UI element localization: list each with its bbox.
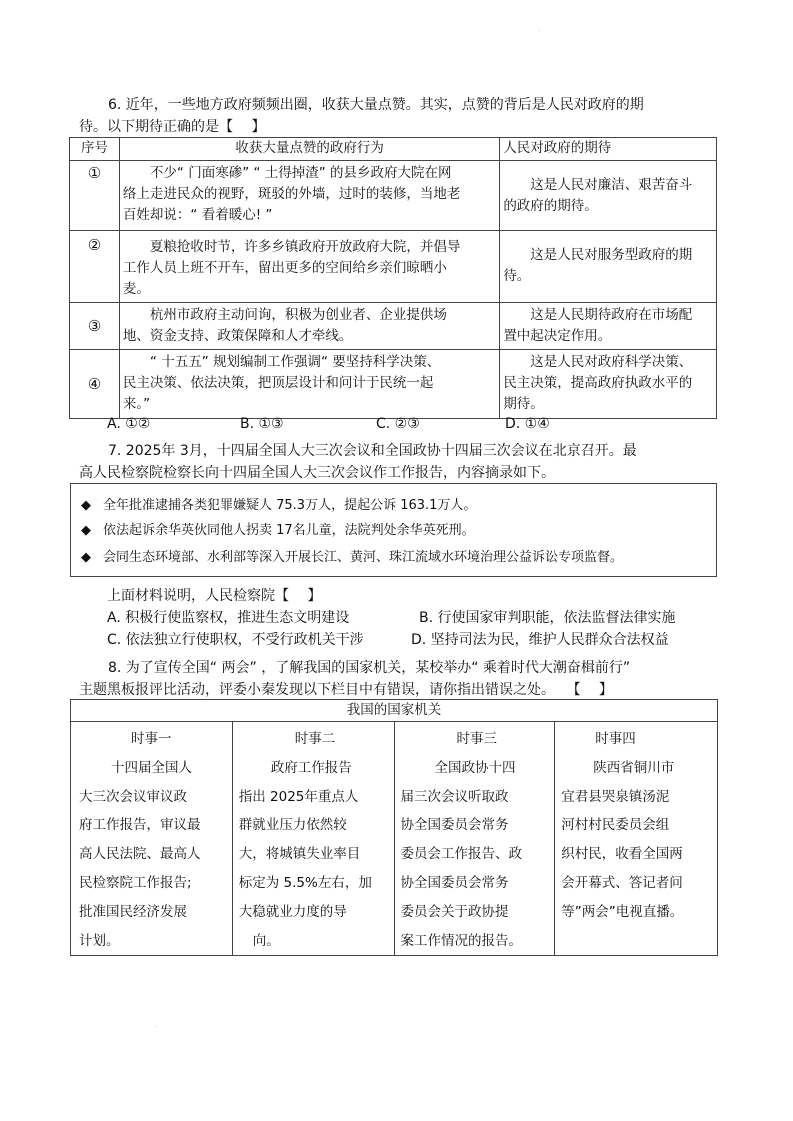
- news-column-1: 时事一 十四届全国人 大三次会议审议政 府工作报告，审议最 高人民法院、最高人 民检察院工作报告; 批准国民经济发展 计划。: [71, 722, 233, 956]
- q7-excerpt-box: [70, 483, 717, 577]
- q7-stem-line2: 高人民检察院检察长向十四届全国人大三次会议作工作报告，内容摘录如下。: [79, 465, 555, 481]
- q8-table-title: 我国的国家机关: [71, 700, 718, 722]
- news-column-2: 时事二 政府工作报告 指出 2025年重点人 群就业压力依然较 大，将城镇失业率目 标定为 5.5%左右，加 大稳就业力度的导 向。: [232, 722, 394, 956]
- list-item: ◆ 依法起诉余华英伙同他人拐卖 17名儿童，法院判处余华英死刑。: [81, 521, 475, 541]
- action-cell: 杭州市政府主动问询，积极为创业者、企业提供场 地、资金支持、政策保障和人才牵线。: [119, 303, 499, 350]
- q6-option-d[interactable]: D. ①④: [505, 416, 550, 432]
- q8-stem-line2: 主题黑板报评比活动，评委小秦发现以下栏目中有错误，请你指出错误之处。 【 】: [79, 682, 613, 698]
- list-item: ◆ 全年批准逮捕各类犯罪嫌疑人 75.3万人，提起公诉 163.1万人。: [81, 496, 476, 516]
- q6-header-num: 序号: [70, 138, 120, 161]
- q6-option-a[interactable]: A. ①②: [107, 416, 151, 432]
- bullet-icon: ◆: [81, 523, 91, 538]
- q6-stem-line2: 待。以下期待正确的是【 】: [79, 119, 266, 135]
- expect-cell: 这是人民对服务型政府的期 待。: [500, 231, 717, 303]
- q7-option-c[interactable]: C. 依法独立行使职权，不受行政机关干涉: [107, 632, 364, 648]
- scan-dot: ·: [538, 28, 540, 35]
- q6-header-expect: 人民对政府的期待: [500, 138, 717, 161]
- table-row: [70, 231, 717, 303]
- list-item: ◆ 会同生态环境部、水利部等深入开展长江、黄河、珠江流域水环境治理公益诉讼专项监督。: [81, 548, 623, 568]
- bullet-icon: ◆: [81, 498, 91, 513]
- q6-stem-line1: 6. 近年，一些地方政府频频出圈，收获大量点赞。其实，点赞的背后是人民对政府的期: [108, 97, 644, 113]
- news-column-3: 时事三 全国政协十四 届三次会议听取政 协全国委员会常务 委员会工作报告、政 协全国委员会常务 委员会关于政协提 案工作情况的报告。: [394, 722, 555, 956]
- table-row: [70, 303, 717, 350]
- row-number: ④: [70, 350, 120, 419]
- q8-stem-line1: 8. 为了宣传全国“ 两会” ，了解我国的国家机关，某校举办“ 乘着时代大潮奋楫前行”: [108, 660, 631, 676]
- row-number: ②: [70, 231, 120, 303]
- q7-option-a[interactable]: A. 积极行使监察权，推进生态文明建设: [107, 610, 350, 626]
- table-row: [70, 350, 717, 419]
- q6-table: [69, 137, 717, 419]
- q8-table: [70, 699, 718, 956]
- q6-option-c[interactable]: C. ②③: [376, 416, 420, 432]
- q6-header-action: 收获大量点赞的政府行为: [119, 138, 499, 161]
- q7-option-b[interactable]: B. 行使国家审判职能，依法监督法律实施: [419, 610, 676, 626]
- scan-dot: ·: [155, 1024, 157, 1031]
- action-cell: 不少“ 门面寒碜” “ 土得掉渣” 的县乡政府大院在网 络上走进民众的视野，斑驳的外墙，过时的装修，当地老 百姓却说：“ 看着暖心! ”: [119, 161, 499, 231]
- expect-cell: 这是人民对廉洁、艰苦奋斗 的政府的期待。: [500, 161, 717, 231]
- expect-cell: 这是人民对政府科学决策、 民主决策，提高政府执政水平的 期待。: [500, 350, 717, 419]
- q6-option-b[interactable]: B. ①③: [240, 416, 284, 432]
- table-row: [70, 161, 717, 231]
- expect-cell: 这是人民期待政府在市场配 置中起决定作用。: [500, 303, 717, 350]
- row-number: ③: [70, 303, 120, 350]
- q7-question: 上面材料说明，人民检察院【 】: [107, 588, 322, 604]
- bullet-icon: ◆: [81, 550, 91, 565]
- news-column-4: 时事四 陕西省铜川市 宜君县哭泉镇汤泥 河村村民委员会组 织村民，收看全国两 会开幕式、答记者问 等”两会”电视直播。: [555, 722, 718, 956]
- q7-stem-line1: 7. 2025年 3月，十四届全国人大三次会议和全国政协十四届三次会议在北京召开。最: [108, 443, 637, 459]
- action-cell: 夏粮抢收时节，许多乡镇政府开放政府大院，并倡导 工作人员上班不开车，留出更多的空间给乡亲们晾晒小 麦。: [119, 231, 499, 303]
- row-number: ①: [70, 161, 120, 231]
- action-cell: “ 十五五” 规划编制工作强调“ 要坚持科学决策、 民主决策、依法决策，把顶层设计和问计于民统一起 来。”: [119, 350, 499, 419]
- q7-option-d[interactable]: D. 坚持司法为民，维护人民群众合法权益: [411, 632, 669, 648]
